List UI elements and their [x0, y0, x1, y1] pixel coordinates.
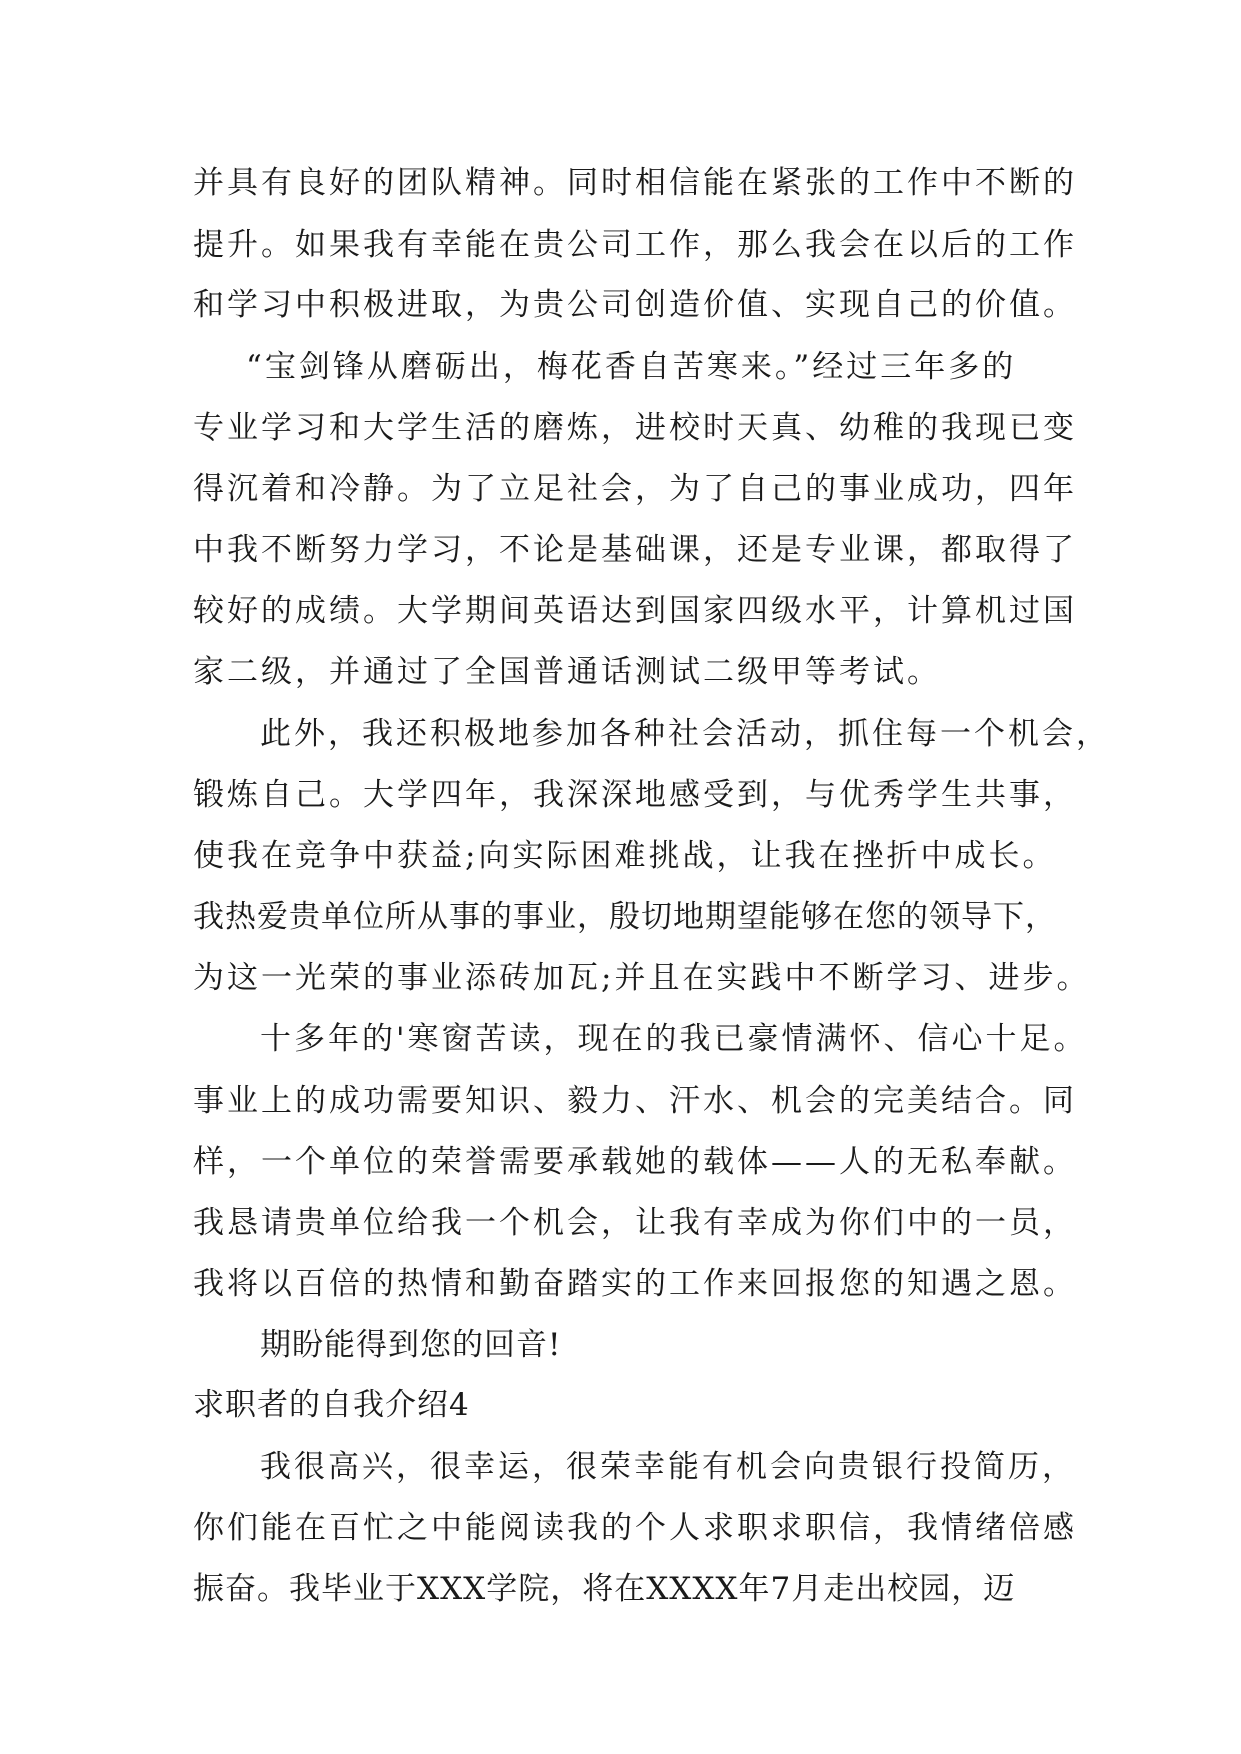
section-heading: 求职者的自我介绍4 [193, 1387, 470, 1423]
text-line: 你们能在百忙之中能阅读我的个人求职求职信，我情绪倍感 [193, 1510, 1077, 1546]
text-line: 家二级，并通过了全国普通话测试二级甲等考试。 [193, 654, 941, 690]
text-line: 我将以百倍的热情和勤奋踏实的工作来回报您的知遇之恩。 [193, 1266, 1077, 1302]
text-line: 专业学习和大学生活的磨炼，进校时天真、幼稚的我现已变 [193, 410, 1077, 446]
text-line: 中我不断努力学习，不论是基础课，还是专业课，都取得了 [193, 532, 1077, 568]
text-line: 我热爱贵单位所从事的事业，殷切地期望能够在您的领导下， [193, 899, 1057, 935]
text-line: “宝剑锋从磨砺出，梅花香自苦寒来。”经过三年多的 [246, 349, 1017, 385]
text-line: 为这一光荣的事业添砖加瓦;并且在实践中不断学习、进步。 [193, 960, 1091, 996]
text-line: 十多年的'寒窗苦读，现在的我已豪情满怀、信心十足。 [260, 1021, 1088, 1057]
text-line: 使我在竞争中获益;向实际困难挑战，让我在挫折中成长。 [193, 838, 1057, 874]
text-line: 振奋。我毕业于XXX学院，将在XXXX年7月走出校园，迈 [193, 1571, 1016, 1607]
text-line: 事业上的成功需要知识、毅力、汗水、机会的完美结合。同 [193, 1083, 1077, 1119]
text-line: 此外，我还积极地参加各种社会活动，抓住每一个机会， [260, 716, 1110, 752]
text-line: 较好的成绩。大学期间英语达到国家四级水平，计算机过国 [193, 593, 1077, 629]
text-line: 和学习中积极进取，为贵公司创造价值、实现自己的价值。 [193, 287, 1077, 323]
text-line: 并具有良好的团队精神。同时相信能在紧张的工作中不断的 [193, 165, 1077, 201]
text-line: 提升。如果我有幸能在贵公司工作，那么我会在以后的工作 [193, 227, 1077, 263]
text-line: 锻炼自己。大学四年，我深深地感受到，与优秀学生共事， [193, 777, 1077, 813]
text-line: 期盼能得到您的回音! [260, 1327, 562, 1363]
text-line: 我恳请贵单位给我一个机会，让我有幸成为你们中的一员， [193, 1205, 1077, 1241]
text-line: 我很高兴，很幸运，很荣幸能有机会向贵银行投简历， [260, 1449, 1076, 1485]
text-line: 得沉着和冷静。为了立足社会，为了自己的事业成功，四年 [193, 471, 1077, 507]
text-line: 样，一个单位的荣誉需要承载她的载体——人的无私奉献。 [193, 1144, 1077, 1180]
